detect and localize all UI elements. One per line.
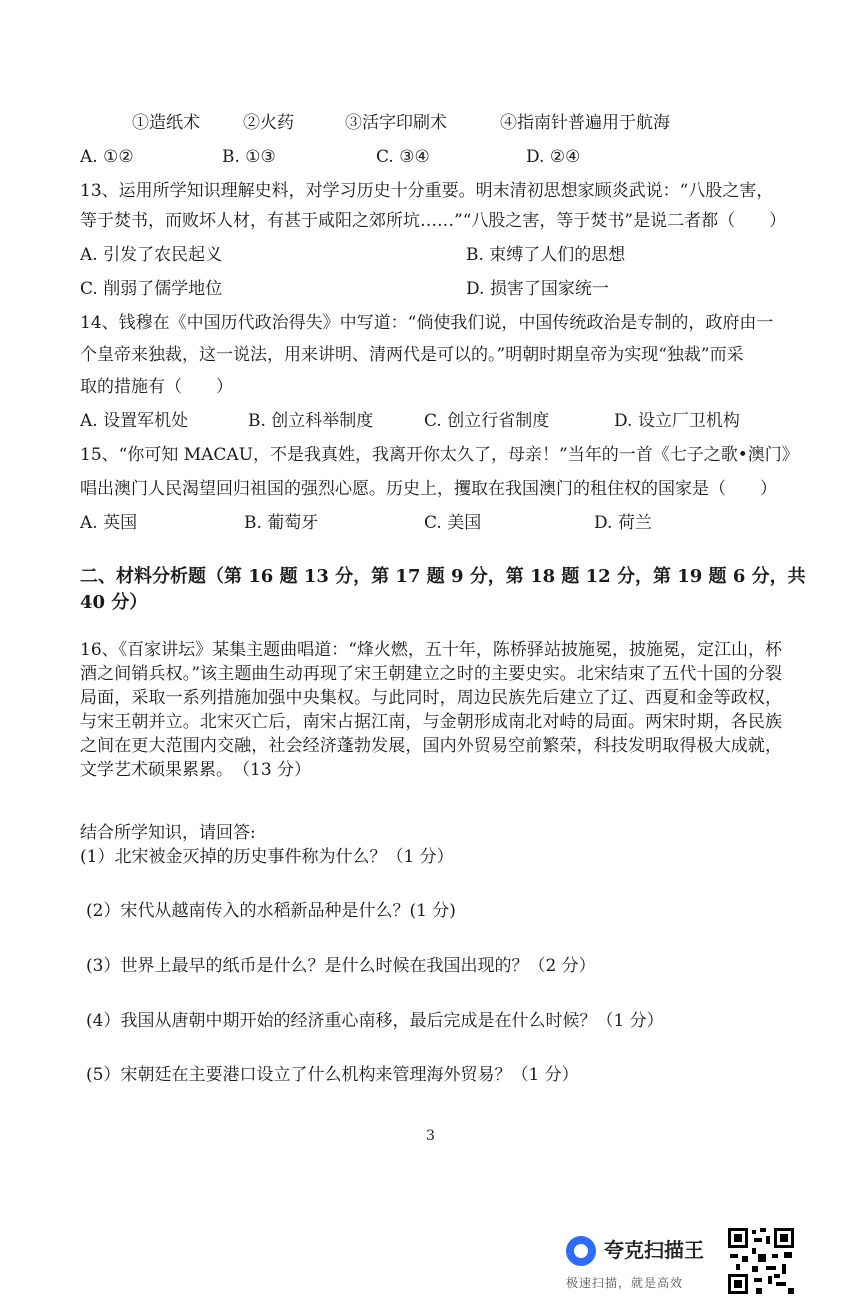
q12-option-b: B. ①③ <box>222 147 276 167</box>
q14-option-a: A. 设置军机处 <box>80 411 189 431</box>
page-number: 3 <box>426 1128 435 1144</box>
q15-option-d: D. 荷兰 <box>594 513 652 533</box>
q16-subquestion-5: (5）宋朝廷在主要港口设立了什么机构来管理海外贸易？（1 分） <box>86 1065 579 1085</box>
scanner-slogan: 极速扫描，就是高效 <box>566 1276 684 1290</box>
q12-option-d: D. ②④ <box>526 147 581 167</box>
q12-option-c: C. ③④ <box>376 147 430 167</box>
qr-code-icon <box>726 1226 796 1296</box>
q12-item-2: ②火药 <box>243 113 294 133</box>
q14-line-1: 14、钱穆在《中国历代政治得失》中写道：“倘使我们说，中国传统政治是专制的，政府由一 <box>80 313 774 333</box>
q15-line-1: 15、“你可知 MACAU，不是我真姓，我离开你太久了，母亲！”当年的一首《七子之歌•澳门》 <box>80 445 799 465</box>
q12-item-1: ①造纸术 <box>132 113 200 133</box>
q13-line-1: 13、运用所学知识理解史料，对学习历史十分重要。明末清初思想家顾炎武说：“八股之害， <box>80 181 774 201</box>
q15-option-a: A. 英国 <box>80 513 138 533</box>
q13-option-a: A. 引发了农民起义 <box>80 245 223 265</box>
q16-subquestion-4: (4）我国从唐朝中期开始的经济重心南移，最后完成是在什么时候？（1 分） <box>86 1011 664 1031</box>
scanner-brand: 夸克扫描王 <box>604 1238 704 1262</box>
quark-logo-icon <box>566 1236 596 1266</box>
q12-item-3: ③活字印刷术 <box>345 113 447 133</box>
q15-option-c: C. 美国 <box>424 513 482 533</box>
q12-item-4: ④指南针普遍用于航海 <box>500 113 670 133</box>
section-2-title-line-2: 40 分） <box>80 592 148 613</box>
q14-option-d: D. 设立厂卫机构 <box>614 411 740 431</box>
q16-material: 16、《百家讲坛》某集主题曲唱道：“烽火燃，五十年，陈桥驿站披施冕，披施冕，定江山，杯酒之间销兵权。”该主题曲生动再现了宋王朝建立之时的主要史实。北宋结束了五代十国的分裂局面，采取一系列措施加强中央集权。与此同时，周边民族先后建立了辽、西夏和金等政权，与宋王朝并立。北宋灭亡后，南宋占据江南，与金朝形成南北对峙的局面。两宋时期，各民族之间在更大范围内交融，社会经济蓬勃发展，国内外贸易空前繁荣，科技发明取得极大成就，文学艺术硕果累累。 （13 分） <box>80 640 782 780</box>
q15-option-b: B. 葡萄牙 <box>244 513 319 533</box>
q14-option-c: C. 创立行省制度 <box>424 411 550 431</box>
q14-line-2: 个皇帝来独裁，这一说法，用来讲明、清两代是可以的。”明朝时期皇帝为实现“独裁”而采 <box>80 345 744 365</box>
q16-subquestion-2: (2）宋代从越南传入的水稻新品种是什么？(1 分) <box>86 901 456 921</box>
q15-line-2: 唱出澳门人民渴望回归祖国的强烈心愿。历史上，攫取在我国澳门的租住权的国家是（ ） <box>80 479 777 499</box>
q14-line-3: 取的措施有（ ） <box>80 377 233 397</box>
q13-option-b: B. 束缚了人们的思想 <box>466 245 626 265</box>
q16-prompt: 结合所学知识，请回答: <box>80 823 256 843</box>
q14-option-b: B. 创立科举制度 <box>248 411 374 431</box>
q13-option-d: D. 损害了国家统一 <box>466 279 609 299</box>
q16-subquestion-1: (1）北宋被金灭掉的历史事件称为什么？（1 分） <box>80 847 454 867</box>
q12-option-a: A. ①② <box>80 147 134 167</box>
q13-line-2: 等于焚书，而败坏人材，有甚于咸阳之郊所坑……”“八股之害，等于焚书”是说二者都（ ） <box>80 211 787 231</box>
section-2-title-line-1: 二、材料分析题（第 16 题 13 分，第 17 题 9 分，第 18 题 12 分，第 19 题 6 分，共 <box>80 566 806 587</box>
q13-option-c: C. 削弱了儒学地位 <box>80 279 223 299</box>
q16-subquestion-3: (3）世界上最早的纸币是什么？是什么时候在我国出现的？（2 分） <box>86 956 596 976</box>
